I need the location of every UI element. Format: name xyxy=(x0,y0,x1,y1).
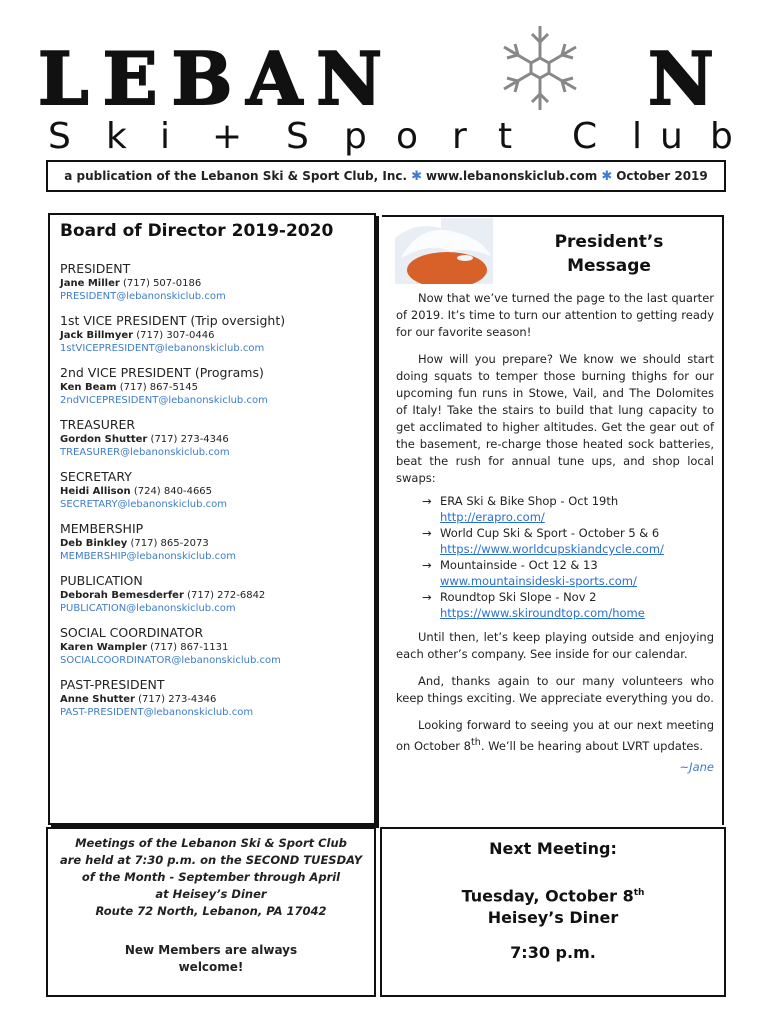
arrow-right-icon: → xyxy=(422,526,432,540)
board-email-link[interactable]: SECRETARY@lebanonskiclub.com xyxy=(60,499,227,510)
masthead-subtitle xyxy=(42,112,742,162)
message-paragraph: And, thanks again to our many volunteers who keep things exciting. We appreciate everything you do. xyxy=(396,674,714,705)
board-member: Ken Beam (717) 867-5145 xyxy=(60,382,198,393)
board-email-link[interactable]: MEMBERSHIP@lebanonskiclub.com xyxy=(60,551,237,562)
board-email-link[interactable]: PAST-PRESIDENT@lebanonskiclub.com xyxy=(60,707,254,718)
board-email-link[interactable]: SOCIALCOORDINATOR@lebanonskiclub.com xyxy=(60,655,281,666)
board-role: 1st VICE PRESIDENT (Trip oversight) xyxy=(60,313,286,328)
board-member: Jane Miller (717) 507-0186 xyxy=(60,278,202,289)
masthead-title-right: N xyxy=(648,46,714,112)
board-role: SOCIAL COORDINATOR xyxy=(60,625,204,640)
board-role: MEMBERSHIP xyxy=(60,521,144,536)
message-paragraph: Now that we’ve turned the page to the last quarter of 2019. It’s time to turn our attention to getting ready for our favorite season! xyxy=(396,291,714,339)
board-email-link[interactable]: 2ndVICEPRESIDENT@lebanonskiclub.com xyxy=(60,395,268,406)
message-paragraph: Until then, let’s keep playing outside and enjoying each other’s company. See inside for our calendar. xyxy=(396,630,714,661)
board-email-link[interactable]: 1stVICEPRESIDENT@lebanonskiclub.com xyxy=(60,343,265,354)
board-email-link[interactable]: PUBLICATION@lebanonskiclub.com xyxy=(60,603,236,614)
board-member: Deb Binkley (717) 865-2073 xyxy=(60,538,209,549)
masthead-title-left: LEBAN xyxy=(38,46,397,112)
message-title: President’s Message xyxy=(554,232,664,276)
swap-link[interactable]: www.mountainsideski-sports.com/ xyxy=(440,574,637,588)
masthead-title xyxy=(38,46,738,112)
list-item: → World Cup Ski & Sport - October 5 & 6 https://www.worldcupskiandcycle.com/ xyxy=(422,525,714,557)
swap-link[interactable]: https://www.skiroundtop.com/home xyxy=(440,606,645,620)
website-link[interactable]: www.lebanonskiclub.com xyxy=(425,169,598,183)
board-member: Heidi Allison (724) 840-4665 xyxy=(60,486,213,497)
board-member: Anne Shutter (717) 273-4346 xyxy=(60,694,217,705)
board-role: PRESIDENT xyxy=(60,261,131,276)
svg-text:S k i +: S k i + S p o r t C l u b xyxy=(48,116,733,157)
issue-date: October 2019 xyxy=(616,169,708,183)
snowflake-icon: ✱ xyxy=(411,168,422,184)
snowflake-logo-icon xyxy=(494,22,586,114)
next-meeting-title: Next Meeting: xyxy=(489,839,617,858)
swap-link[interactable]: http://erapro.com/ xyxy=(440,510,545,524)
board-email-link[interactable]: PRESIDENT@lebanonskiclub.com xyxy=(60,291,226,302)
arrow-right-icon: → xyxy=(422,494,432,508)
next-meeting-time: 7:30 p.m. xyxy=(510,943,596,963)
board-role: TREASURER xyxy=(60,417,136,432)
list-item: → Roundtop Ski Slope - Nov 2 https://www.skiroundtop.com/home xyxy=(422,589,714,621)
message-body xyxy=(396,290,714,776)
next-meeting-box xyxy=(380,827,726,997)
meetings-box: Meetings of the Lebanon Ski & Sport Club are held at 7:30 p.m. on the SECOND TUESDAY of the Month - September through April at Heisey’s Diner Route 72 North, Lebanon, PA 17042 New Members are always welcome! xyxy=(46,827,376,997)
message-signature: ~Jane xyxy=(679,759,714,774)
snowflake-icon: ✱ xyxy=(601,168,613,184)
board-role: PAST-PRESIDENT xyxy=(60,677,165,692)
publication-line xyxy=(46,160,726,192)
board-panel xyxy=(48,213,376,825)
arrow-right-icon: → xyxy=(422,590,432,604)
board-list xyxy=(60,261,364,718)
list-item: → ERA Ski & Bike Shop - Oct 19th http://erapro.com/ xyxy=(422,493,714,525)
board-role: SECRETARY xyxy=(60,469,132,484)
board-member: Deborah Bemesderfer (717) 272-6842 xyxy=(60,590,266,601)
snow-covered-pumpkin-image xyxy=(395,218,493,284)
board-member: Jack Billmyer (717) 307-0446 xyxy=(60,330,215,341)
publication-text: a publication of the Lebanon Ski & Sport Club, Inc. xyxy=(64,169,408,183)
new-members-note: New Members are always welcome! xyxy=(124,943,298,974)
board-member: Gordon Shutter (717) 273-4346 xyxy=(60,434,229,445)
board-title: Board of Director 2019-2020 xyxy=(60,221,334,241)
swap-link[interactable]: https://www.worldcupskiandcycle.com/ xyxy=(440,542,664,556)
board-role: PUBLICATION xyxy=(60,573,143,588)
list-item: → Mountainside - Oct 12 & 13 www.mountainsideski-sports.com/ xyxy=(422,557,714,589)
board-member: Karen Wampler (717) 867-1131 xyxy=(60,642,229,653)
arrow-right-icon: → xyxy=(422,558,432,572)
message-paragraph: Looking forward to seeing you at our next meeting on October 8th. We’ll be hearing about LVRT updates. xyxy=(396,718,714,753)
message-paragraph: How will you prepare? We know we should start doing squats to temper those burning thighs for our upcoming fun runs in Stowe, Vail, and The Dolomites of Italy! Take the stairs to build that lung capacity to get acclimated to higher altitudes. Get the gear out of the basement, re-charge those heated sock batteries, beat the rush for annual tune ups, and shop local swaps: xyxy=(396,352,714,485)
swap-list xyxy=(396,493,714,621)
board-role: 2nd VICE PRESIDENT (Programs) xyxy=(60,365,264,380)
next-meeting-date: Tuesday, October 8th Heisey’s Diner xyxy=(461,886,645,928)
board-email-link[interactable]: TREASURER@lebanonskiclub.com xyxy=(60,447,230,458)
